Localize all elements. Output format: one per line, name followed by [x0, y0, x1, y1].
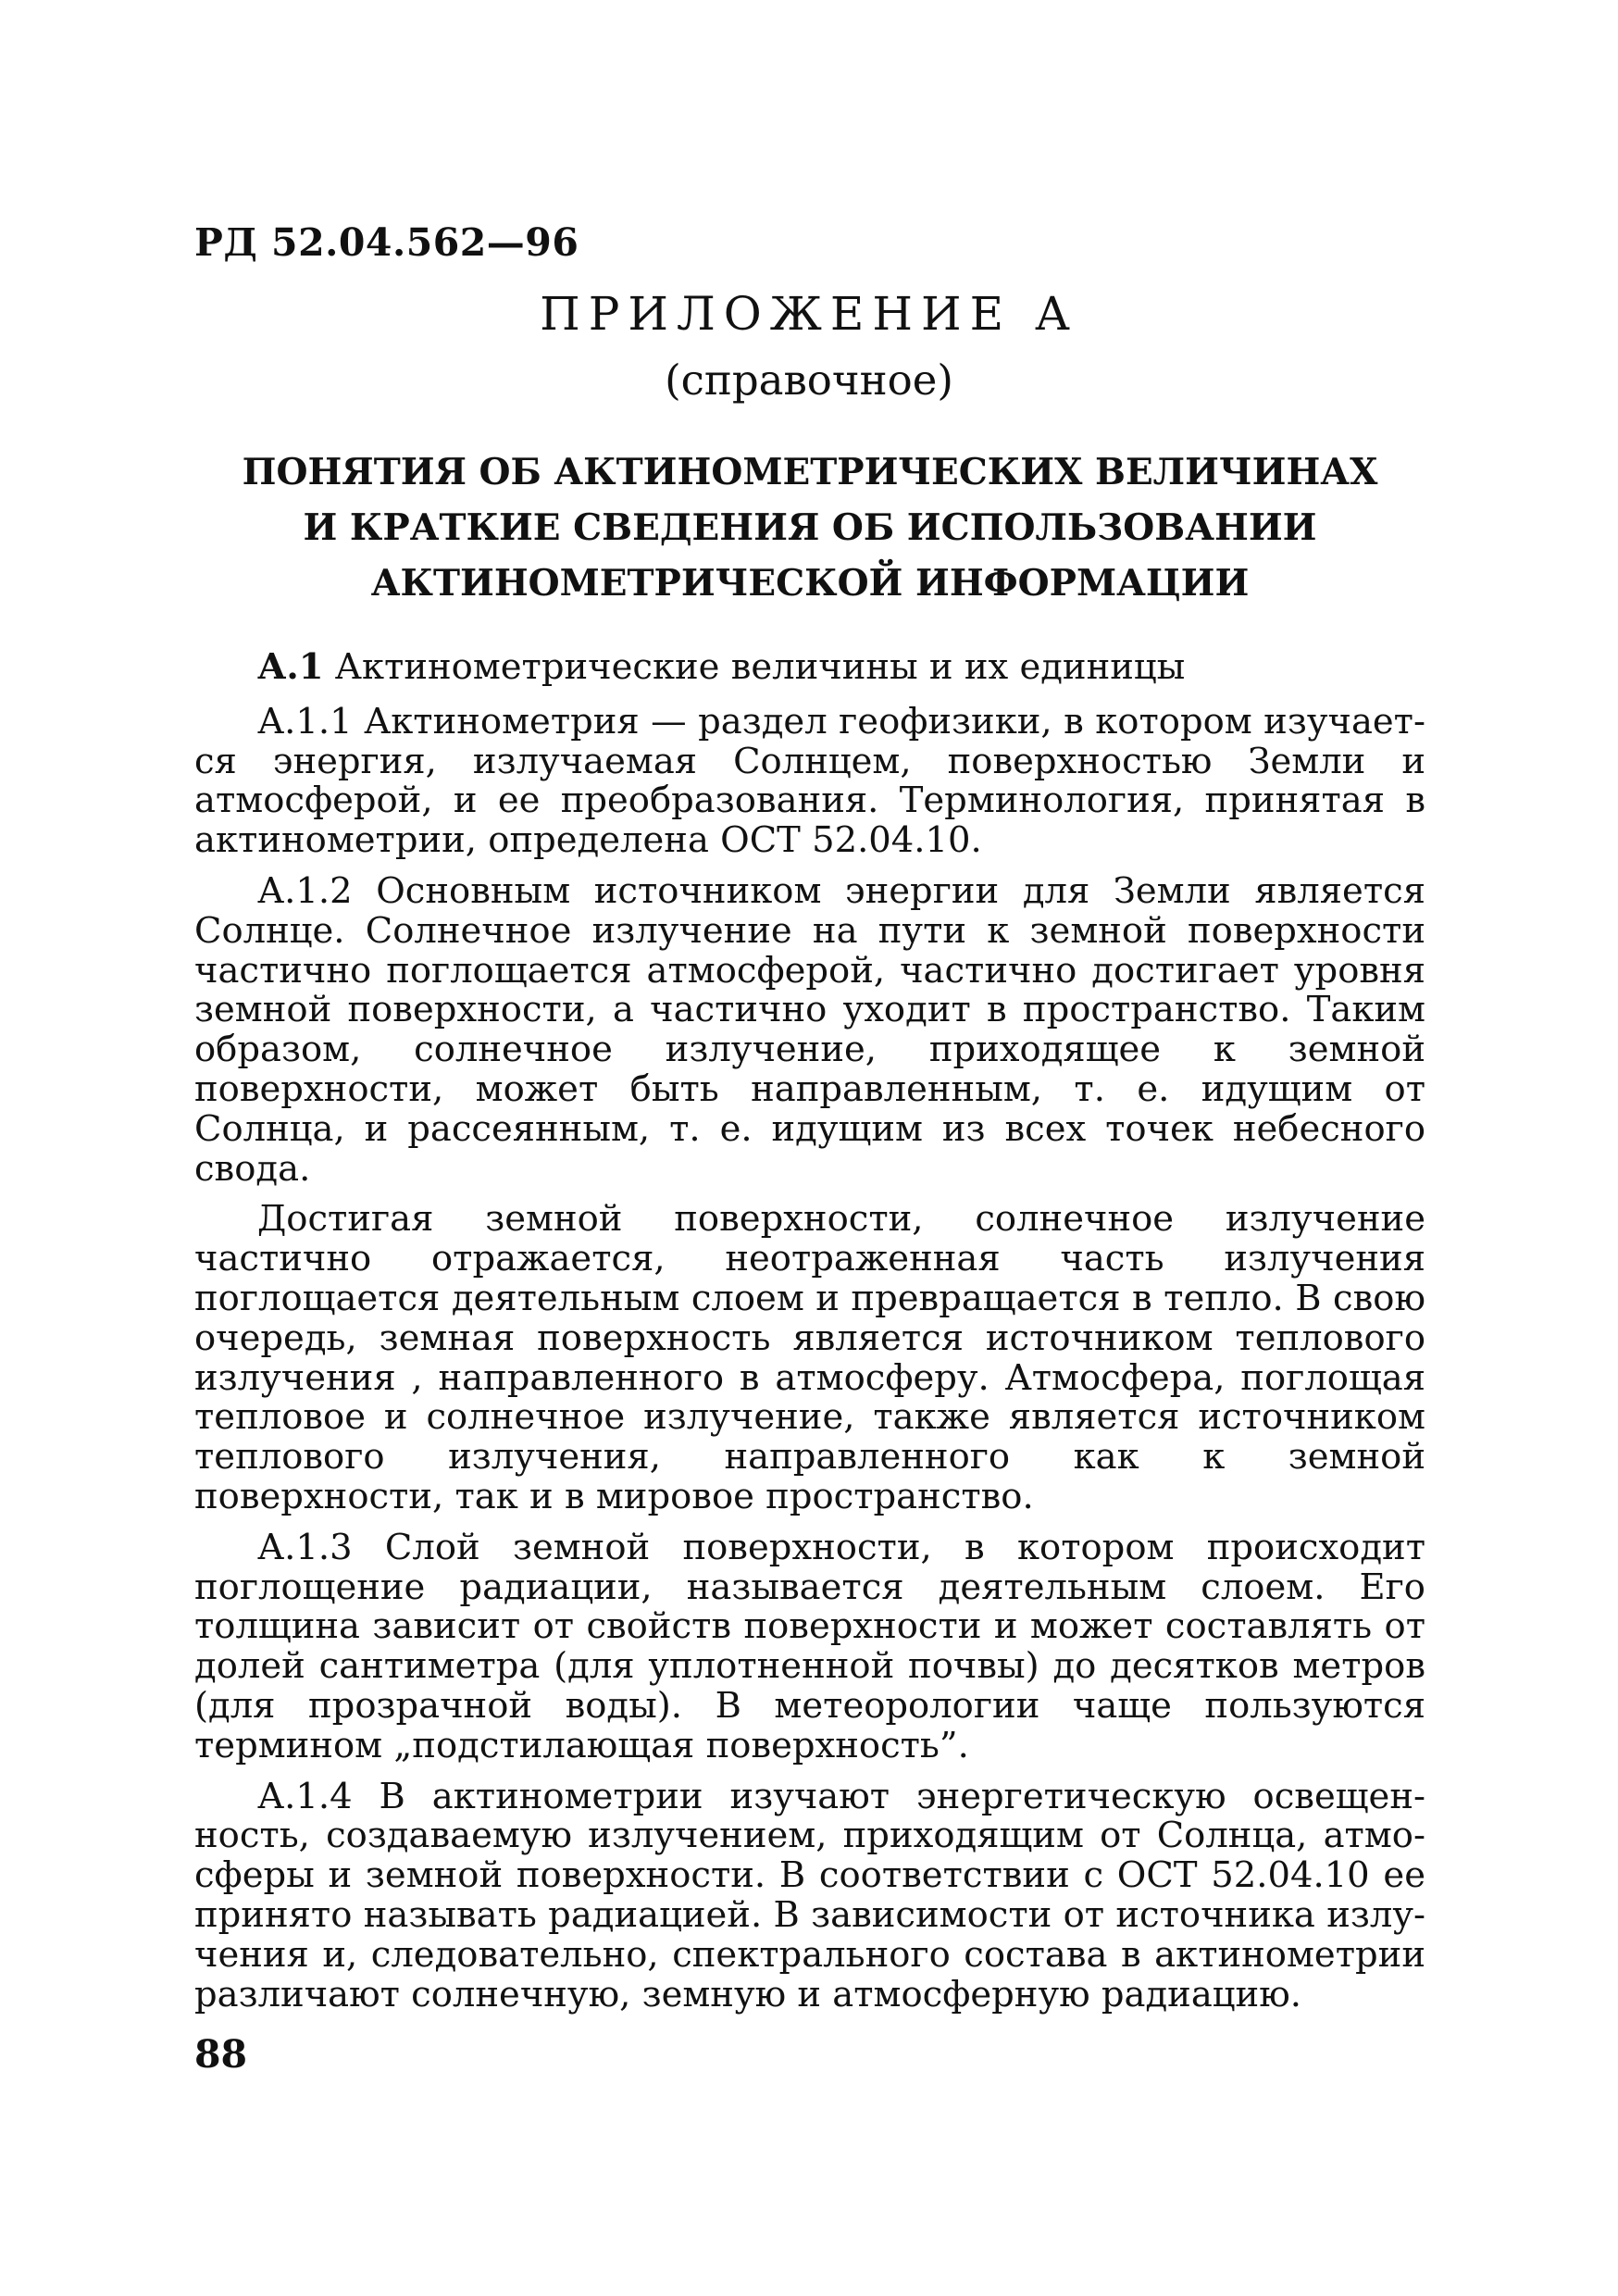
- paragraph-a-1-3: А.1.3 Слой земной поверхности, в котором происходит поглощение радиации, называется деятельным слоем. Его толщина зависит от свойств поверхности и может составлять от долей сантиметра (для уплотненной почвы) до десятков метров (для прозрачной воды). В метеорологии чаще пользуются термином „подстилающая поверхность”.: [194, 1526, 1425, 1766]
- section-number: А.1: [257, 646, 324, 688]
- appendix-heading: ПОНЯТИЯ ОБ АКТИНОМЕТРИЧЕСКИХ ВЕЛИЧИНАХ И КРАТКИЕ СВЕДЕНИЯ ОБ ИСПОЛЬЗОВАНИИ АКТИНОМЕТРИЧЕСКОЙ ИНФОРМАЦИИ: [242, 451, 1378, 605]
- paragraph-a-1-2-continued: Достигая земной поверхности, солнечное излучение частично отражается, неотраженная часть излучения поглощается деятельным слоем и превращается в тепло. В свою очередь, земная поверхность является источником теплового излучения , направленного в атмосферу. Атмосфера, поглощая тепловое и солнечное излучение, также является источником теплового излучения, направленного как к земной поверхности, так и в мировое пространство.: [194, 1198, 1425, 1517]
- paragraph-a-1-4: А.1.4 В актинометрии изучают энергетическую освещенность, создаваемую излучением, приходящим от Солнца, атмосферы и земной поверхности. В соответствии с ОСТ 52.04.10 ее принято называть радиацией. В зависимости от источника излучения и, следовательно, спектрального состава в актинометрии различают солнечную, земную и атмосферную радиацию.: [194, 1775, 1425, 2015]
- appendix-subtitle: (справочное): [665, 356, 953, 405]
- paragraph-a-1-1: А.1.1 Актинометрия — раздел геофизики, в котором изучается энергия, излучаемая Солнцем, поверхностью Земли и атмосферой, и ее преобразования. Терминология, принятая в актинометрии, определена ОСТ 52.04.10.: [194, 700, 1425, 862]
- section-heading: [194, 648, 1425, 688]
- paragraph-a-1-2: А.1.2 Основным источником энергии для Земли является Солнце. Солнечное излучение на пути к земной поверхности частично поглощается атмосферой, частично достигает уровня земной поверхности, а частично уходит в пространство. Таким образом, солнечное излучение, приходящее к земной поверхности, может быть направленным, т. е. идущим от Солнца, и рассеянным, т. е. идущим из всех точек небесного свода.: [194, 869, 1425, 1190]
- section-title: Актинометрические величины и их единицы: [323, 646, 1186, 688]
- appendix-title: ПРИЛОЖЕНИЕ А: [540, 287, 1078, 341]
- document-code: РД 52.04.562—96: [194, 220, 579, 265]
- body-text: [194, 648, 1425, 2026]
- page-number: 88: [194, 2032, 248, 2077]
